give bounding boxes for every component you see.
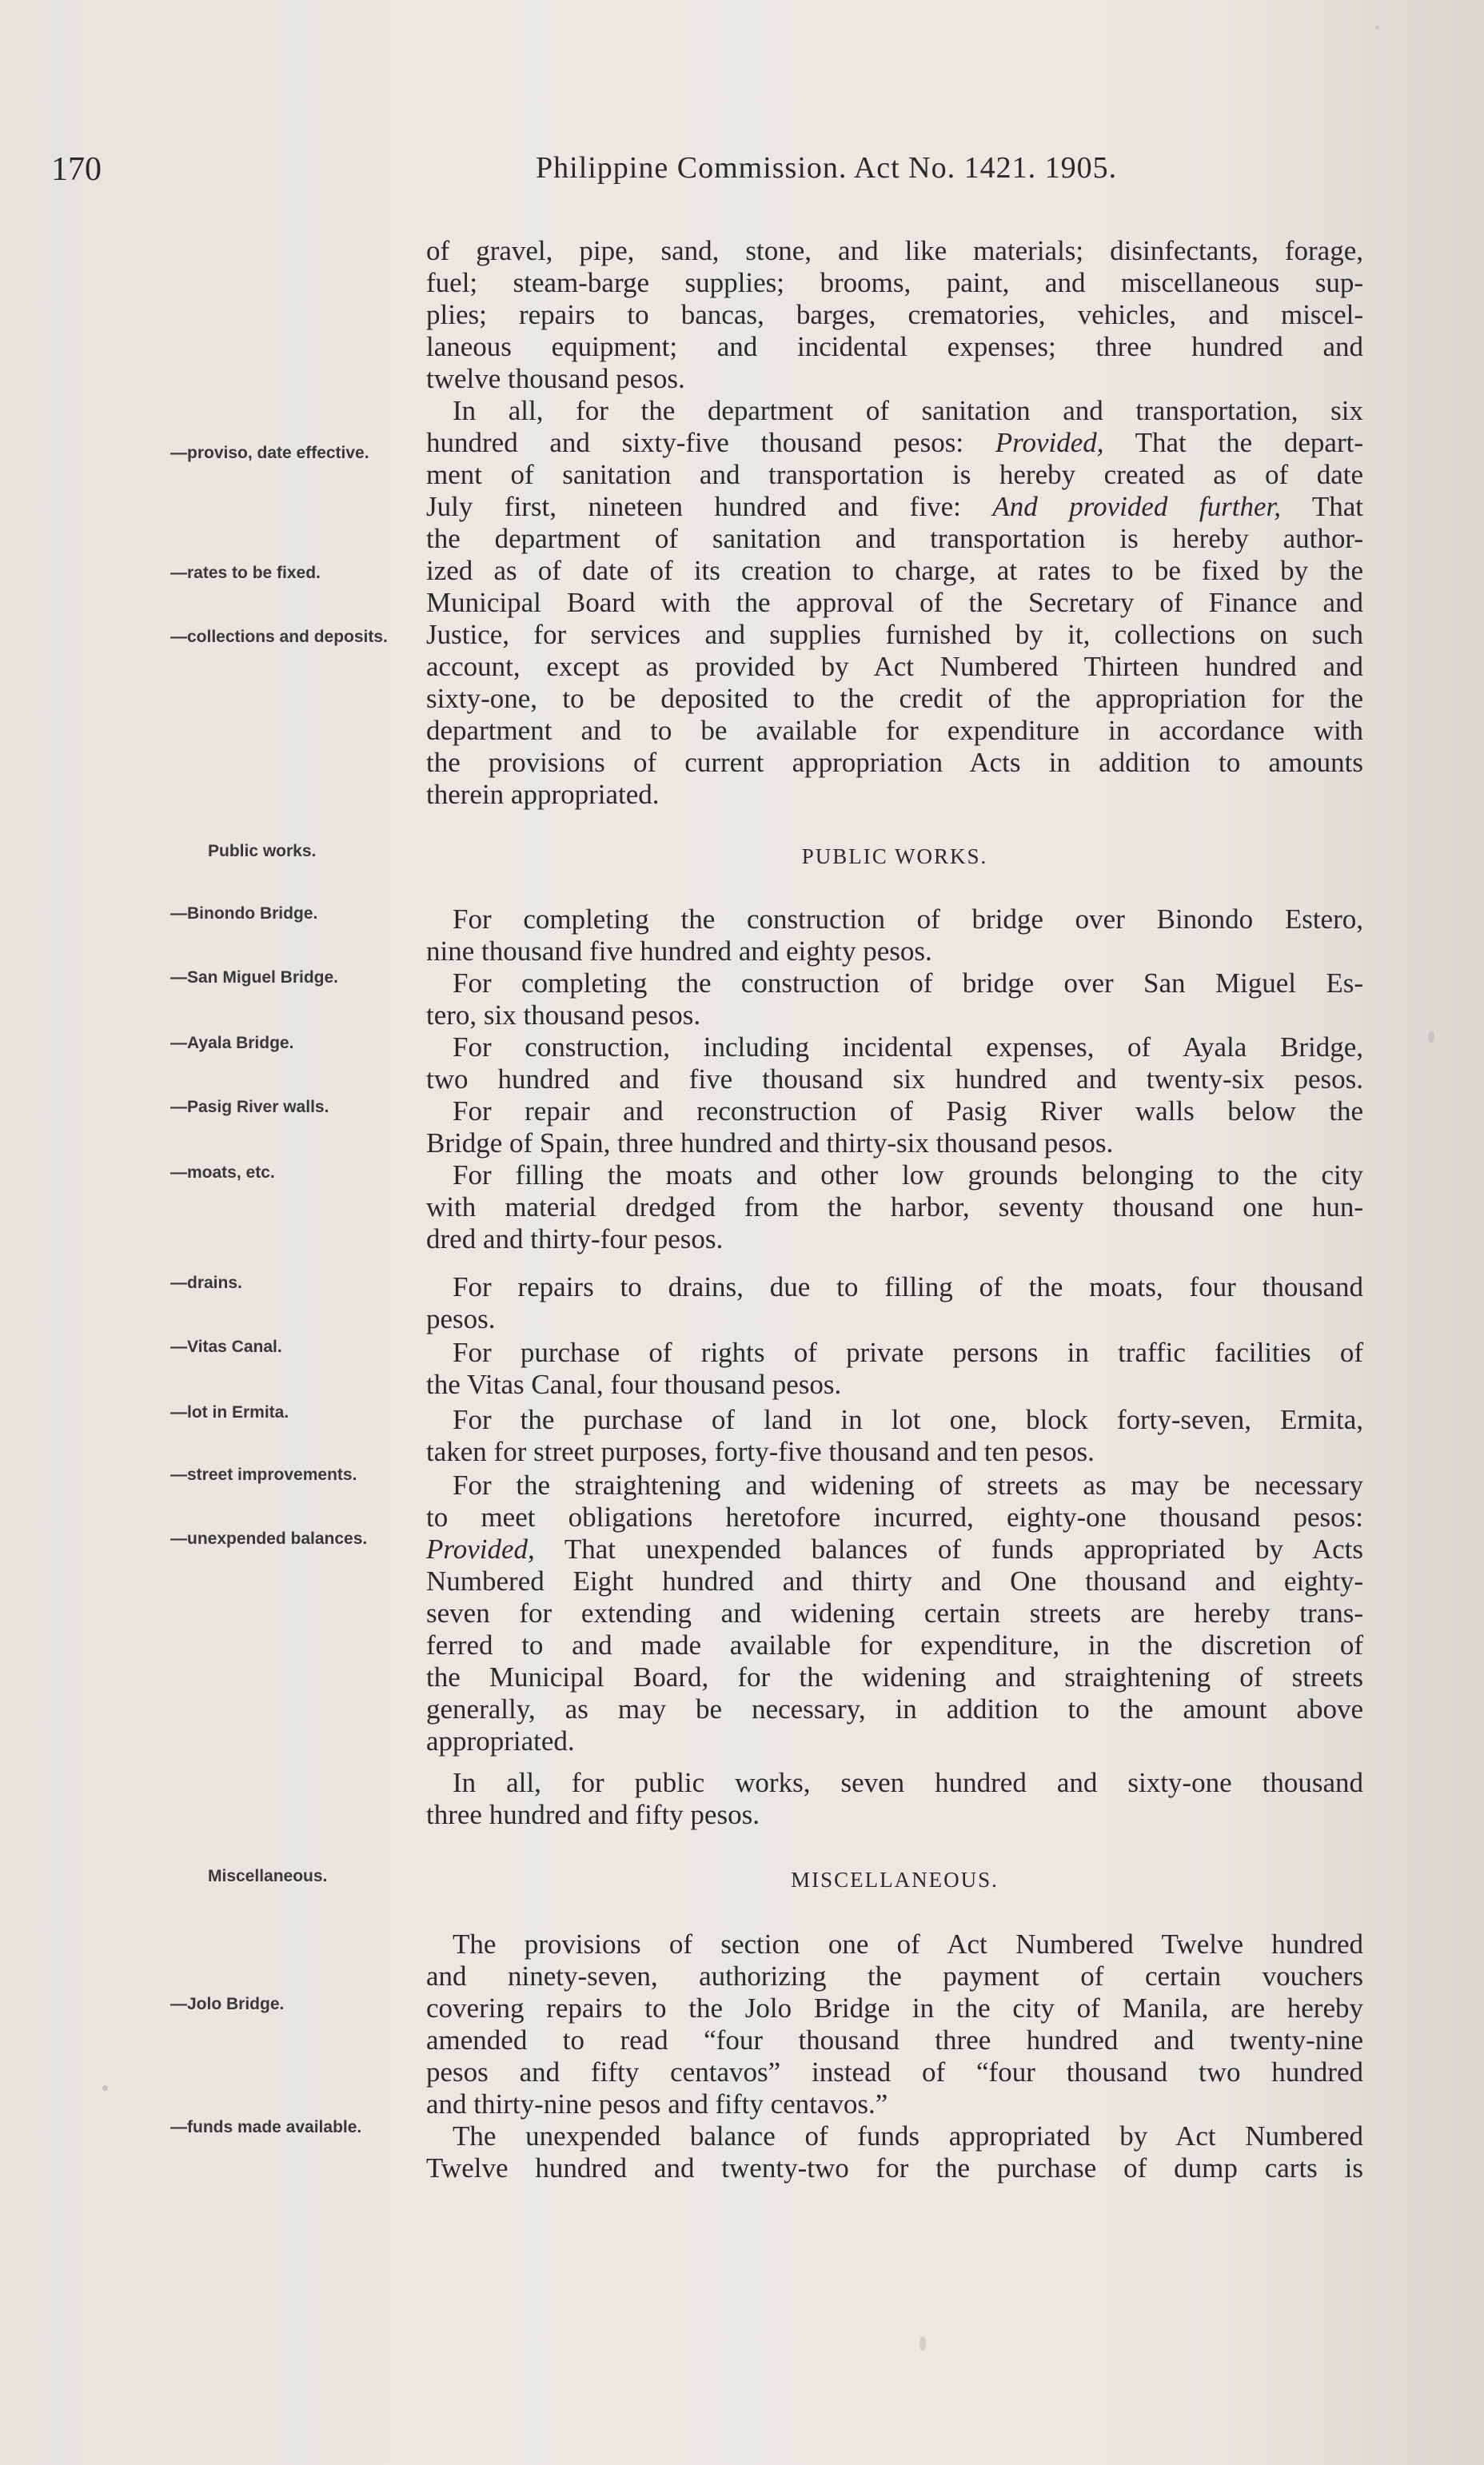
body-line: The provisions of section one of Act Numbered Twelve hundred (453, 1929, 1363, 1960)
body-line: appropriated. (426, 1725, 575, 1757)
body-line: plies; repairs to bancas, barges, crematories, vehicles, and miscel- (426, 299, 1363, 330)
margin-note-jolo: —Jolo Bridge. (170, 1995, 285, 2013)
body-line: department and to be available for expenditure in accordance with (426, 715, 1363, 746)
body-line: account, except as provided by Act Numbered Thirteen hundred and (426, 651, 1363, 682)
body-line: dred and thirty-four pesos. (426, 1223, 724, 1254)
body-line: hundred and sixty-five thousand pesos: Provided, That the depart- (426, 427, 1363, 458)
body-line: with material dredged from the harbor, seventy thousand one hun- (426, 1191, 1363, 1223)
body-line: For completing the construction of bridge over San Miguel Es- (453, 967, 1363, 999)
margin-note-ayala: —Ayala Bridge. (170, 1034, 294, 1052)
body-line: Bridge of Spain, three hundred and thirty-six thousand pesos. (426, 1127, 1114, 1159)
scan-speck (920, 2336, 926, 2351)
body-line: ized as of date of its creation to charge, at rates to be fixed by the (426, 555, 1363, 586)
body-line: the department of sanitation and transportation is hereby author- (426, 523, 1363, 554)
body-line: For the straightening and widening of streets as may be necessary (453, 1470, 1363, 1501)
body-line: the Vitas Canal, four thousand pesos. (426, 1369, 842, 1400)
margin-note-public-works: Public works. (208, 842, 317, 860)
body-line: three hundred and fifty pesos. (426, 1799, 760, 1830)
body-line: For construction, including incidental expenses, of Ayala Bridge, (453, 1031, 1363, 1063)
margin-note-drains: —drains. (170, 1274, 242, 1292)
scan-speck (102, 2085, 108, 2091)
scan-speck (1428, 1031, 1434, 1043)
margin-note-vitas: —Vitas Canal. (170, 1338, 282, 1356)
body-line: pesos and fifty centavos” instead of “four thousand two hundred (426, 2056, 1363, 2088)
body-line: therein appropriated. (426, 779, 660, 810)
body-line: amended to read “four thousand three hundred and twenty-nine (426, 2024, 1363, 2056)
body-line: generally, as may be necessary, in addition to the amount above (426, 1693, 1363, 1725)
margin-note-miscellaneous: Miscellaneous. (208, 1867, 328, 1885)
section-heading-miscellaneous: MISCELLANEOUS. (791, 1868, 999, 1892)
body-line: of gravel, pipe, sand, stone, and like materials; disinfectants, forage, (426, 235, 1363, 266)
body-line: the Municipal Board, for the widening and straightening of streets (426, 1661, 1363, 1693)
body-line: tero, six thousand pesos. (426, 999, 701, 1031)
body-line: twelve thousand pesos. (426, 363, 685, 394)
body-line: the provisions of current appropriation Acts in addition to amounts (426, 747, 1363, 778)
body-line: Twelve hundred and twenty-two for the purchase of dump carts is (426, 2152, 1363, 2184)
body-line: July first, nineteen hundred and five: And provided further, That (426, 491, 1363, 522)
body-line: Numbered Eight hundred and thirty and One thousand and eighty- (426, 1566, 1363, 1597)
margin-note-binondo: —Binondo Bridge. (170, 904, 318, 923)
body-line: nine thousand five hundred and eighty pesos. (426, 935, 932, 967)
body-line: Municipal Board with the approval of the Secretary of Finance and (426, 587, 1363, 618)
body-line: Provided, That unexpended balances of funds appropriated by Acts (426, 1534, 1363, 1565)
section-heading-public-works: PUBLIC WORKS. (801, 844, 988, 868)
body-line: For completing the construction of bridge over Binondo Estero, (453, 903, 1363, 935)
body-line: fuel; steam-barge supplies; brooms, paint, and miscellaneous sup- (426, 267, 1363, 298)
body-line: laneous equipment; and incidental expenses; three hundred and (426, 331, 1363, 362)
page-number: 170 (51, 151, 102, 188)
body-line: Justice, for services and supplies furnished by it, collections on such (426, 619, 1363, 650)
body-line: pesos. (426, 1303, 496, 1334)
margin-note-unexpended: —unexpended balances. (170, 1530, 368, 1548)
body-line: ferred to and made available for expenditure, in the discretion of (426, 1629, 1363, 1661)
margin-note-rates: —rates to be fixed. (170, 564, 321, 582)
body-line: For purchase of rights of private persons in traffic facilities of (453, 1337, 1363, 1368)
margin-note-pasig: —Pasig River walls. (170, 1098, 329, 1116)
body-line: covering repairs to the Jolo Bridge in the city of Manila, are hereby (426, 1992, 1363, 2024)
page-header (51, 150, 1298, 198)
margin-note-collections: —collections and deposits. (170, 628, 388, 646)
body-line: to meet obligations heretofore incurred, eighty-one thousand pesos: (426, 1502, 1363, 1533)
body-line: In all, for public works, seven hundred and sixty-one thousand (453, 1767, 1363, 1798)
body-line: two hundred and five thousand six hundred and twenty-six pesos. (426, 1063, 1363, 1095)
body-line: For filling the moats and other low grounds belonging to the city (453, 1159, 1363, 1191)
body-line: and ninety-seven, authorizing the payment of certain vouchers (426, 1960, 1363, 1992)
margin-note-proviso: —proviso, date effective. (170, 444, 369, 462)
body-line: The unexpended balance of funds appropriated by Act Numbered (453, 2120, 1363, 2152)
body-line: and thirty-nine pesos and fifty centavos.” (426, 2088, 888, 2120)
body-line: For the purchase of land in lot one, block forty-seven, Ermita, (453, 1404, 1363, 1435)
margin-note-funds: —funds made available. (170, 2118, 362, 2136)
body-line: For repair and reconstruction of Pasig River walls below the (453, 1095, 1363, 1127)
body-line: ment of sanitation and transportation is hereby created as of date (426, 459, 1363, 490)
body-line: sixty-one, to be deposited to the credit of the appropriation for the (426, 683, 1363, 714)
margin-note-san-miguel: —San Miguel Bridge. (170, 968, 339, 987)
running-title: Philippine Commission. Act No. 1421. 1905. (536, 151, 1118, 185)
body-line: taken for street purposes, forty-five thousand and ten pesos. (426, 1436, 1095, 1467)
body-line: In all, for the department of sanitation and transportation, six (453, 395, 1363, 426)
margin-note-ermita: —lot in Ermita. (170, 1403, 289, 1422)
body-line: For repairs to drains, due to filling of the moats, four thousand (453, 1271, 1363, 1302)
scan-speck (1375, 26, 1379, 30)
margin-note-moats: —moats, etc. (170, 1163, 275, 1182)
margin-note-street: —street improvements. (170, 1466, 357, 1484)
body-line: seven for extending and widening certain streets are hereby trans- (426, 1597, 1363, 1629)
